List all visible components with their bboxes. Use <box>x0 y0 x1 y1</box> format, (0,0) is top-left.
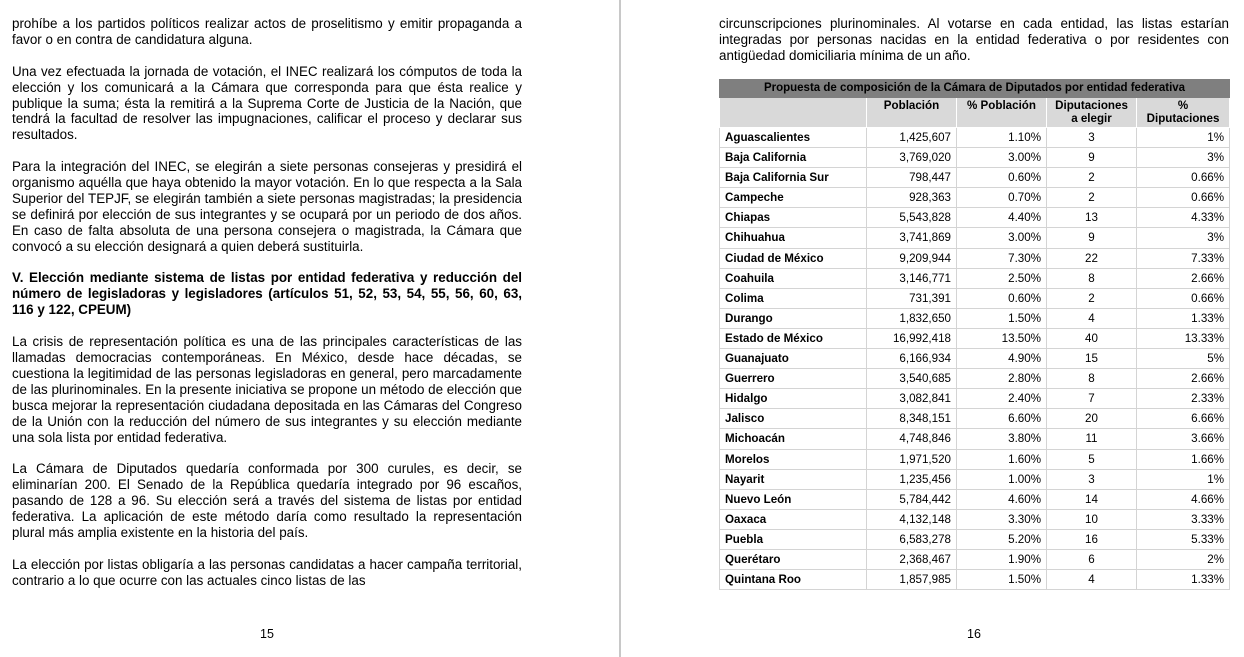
cell-seats: 7 <box>1047 389 1137 409</box>
cell-population-pct: 4.90% <box>957 349 1047 369</box>
cell-seats: 8 <box>1047 369 1137 389</box>
cell-seats-pct: 3.33% <box>1137 509 1230 529</box>
cell-population-pct: 0.70% <box>957 188 1047 208</box>
cell-population: 4,748,846 <box>867 429 957 449</box>
cell-population: 5,784,442 <box>867 489 957 509</box>
body-paragraph: La Cámara de Diputados quedaría conformada por 300 curules, es decir, se eliminarían 200. El Senado de la República quedaría integrado por 96 escaños, pasando de 128 a 96. Su elección será a través del sistema de listas por entidad federativa. La aplicación de este método daría como resultado la representación plural más amplia existente en la historia del país. <box>12 461 522 540</box>
table-row <box>720 449 1230 469</box>
cell-seats: 3 <box>1047 128 1137 148</box>
cell-seats-pct: 5% <box>1137 349 1230 369</box>
table-header-row <box>720 98 1230 128</box>
cell-population: 1,425,607 <box>867 128 957 148</box>
cell-population: 3,769,020 <box>867 148 957 168</box>
header-population: Población <box>867 98 957 128</box>
table-row <box>720 128 1230 148</box>
table-row <box>720 369 1230 389</box>
cell-population-pct: 3.30% <box>957 509 1047 529</box>
cell-population: 1,235,456 <box>867 469 957 489</box>
cell-seats-pct: 3.66% <box>1137 429 1230 449</box>
cell-entity: Coahuila <box>720 268 867 288</box>
cell-entity: Durango <box>720 308 867 328</box>
cell-seats-pct: 4.66% <box>1137 489 1230 509</box>
cell-population-pct: 3.00% <box>957 228 1047 248</box>
table-body <box>720 128 1230 590</box>
header-entity <box>720 98 867 128</box>
table-row <box>720 288 1230 308</box>
cell-population: 798,447 <box>867 168 957 188</box>
cell-population-pct: 1.50% <box>957 570 1047 590</box>
cell-seats-pct: 13.33% <box>1137 328 1230 348</box>
cell-seats-pct: 2% <box>1137 549 1230 569</box>
table-row <box>720 188 1230 208</box>
cell-seats-pct: 2.33% <box>1137 389 1230 409</box>
page-number-left: 15 <box>260 627 274 641</box>
cell-entity: Jalisco <box>720 409 867 429</box>
table-row <box>720 529 1230 549</box>
cell-seats: 16 <box>1047 529 1137 549</box>
table-row <box>720 328 1230 348</box>
cell-entity: Guanajuato <box>720 349 867 369</box>
cell-population: 1,971,520 <box>867 449 957 469</box>
cell-population: 2,368,467 <box>867 549 957 569</box>
cell-seats: 4 <box>1047 570 1137 590</box>
cell-population-pct: 0.60% <box>957 288 1047 308</box>
cell-entity: Nuevo León <box>720 489 867 509</box>
cell-population-pct: 2.50% <box>957 268 1047 288</box>
cell-seats: 8 <box>1047 268 1137 288</box>
cell-population: 5,543,828 <box>867 208 957 228</box>
body-paragraph: La elección por listas obligaría a las personas candidatas a hacer campaña territorial, contrario a lo que ocurre con las actuales cinco listas de las <box>12 556 522 588</box>
cell-seats: 22 <box>1047 248 1137 268</box>
cell-entity: Oaxaca <box>720 509 867 529</box>
cell-seats-pct: 2.66% <box>1137 268 1230 288</box>
cell-entity: Colima <box>720 288 867 308</box>
cell-seats: 2 <box>1047 188 1137 208</box>
header-seats-pct: % Diputaciones <box>1137 98 1230 128</box>
cell-population-pct: 2.40% <box>957 389 1047 409</box>
cell-population-pct: 4.40% <box>957 208 1047 228</box>
cell-population: 3,540,685 <box>867 369 957 389</box>
cell-entity: Guerrero <box>720 369 867 389</box>
cell-seats: 10 <box>1047 509 1137 529</box>
cell-population: 6,166,934 <box>867 349 957 369</box>
cell-population-pct: 1.50% <box>957 308 1047 328</box>
cell-entity: Quintana Roo <box>720 570 867 590</box>
body-paragraph: prohíbe a los partidos políticos realizar actos de proselitismo y emitir propaganda a favor o en contra de candidatura alguna. <box>12 16 522 47</box>
page-number-right: 16 <box>967 627 981 641</box>
right-page <box>621 0 1244 657</box>
table-row <box>720 429 1230 449</box>
cell-entity: Chiapas <box>720 208 867 228</box>
table-row <box>720 268 1230 288</box>
cell-population: 3,741,869 <box>867 228 957 248</box>
cell-population: 3,146,771 <box>867 268 957 288</box>
cell-population: 1,832,650 <box>867 308 957 328</box>
cell-entity: Puebla <box>720 529 867 549</box>
right-page-intro <box>719 16 1229 64</box>
cell-entity: Estado de México <box>720 328 867 348</box>
table-row <box>720 248 1230 268</box>
cell-population: 928,363 <box>867 188 957 208</box>
table-row <box>720 570 1230 590</box>
table-row <box>720 549 1230 569</box>
cell-population: 16,992,418 <box>867 328 957 348</box>
cell-entity: Aguascalientes <box>720 128 867 148</box>
cell-entity: Ciudad de México <box>720 248 867 268</box>
cell-entity: Campeche <box>720 188 867 208</box>
body-paragraph: Una vez efectuada la jornada de votación, el INEC realizará los cómputos de toda la elección y los comunicará a la Cámara que corresponda para que ésta realice y publique la suma; ésta la remitirá a la Suprema Corte de Justicia de la Nación, que tendrá la facultad de resolver las impugnaciones, calificar el proceso y declarar sus resultados. <box>12 63 522 143</box>
cell-population: 731,391 <box>867 288 957 308</box>
cell-population: 8,348,151 <box>867 409 957 429</box>
table-row <box>720 389 1230 409</box>
cell-population-pct: 3.00% <box>957 148 1047 168</box>
cell-seats: 3 <box>1047 469 1137 489</box>
left-page-body <box>12 16 522 604</box>
cell-population-pct: 13.50% <box>957 328 1047 348</box>
cell-seats-pct: 1.66% <box>1137 449 1230 469</box>
cell-seats-pct: 0.66% <box>1137 188 1230 208</box>
table-title-row <box>720 80 1230 98</box>
cell-seats: 2 <box>1047 168 1137 188</box>
cell-entity: Nayarit <box>720 469 867 489</box>
section-heading: V. Elección mediante sistema de listas por entidad federativa y reducción del número de legisladoras y legisladores (artículos 51, 52, 53, 54, 55, 56, 60, 63, 116 y 122, CPEUM) <box>12 270 522 318</box>
intro-paragraph: circunscripciones plurinominales. Al votarse en cada entidad, las listas estarían integradas por personas nacidas en la entidad federativa o por residentes con antigüedad domiciliaria mínima de un año. <box>719 16 1229 63</box>
cell-seats-pct: 1% <box>1137 128 1230 148</box>
table-row <box>720 489 1230 509</box>
cell-population: 6,583,278 <box>867 529 957 549</box>
cell-population-pct: 5.20% <box>957 529 1047 549</box>
cell-entity: Morelos <box>720 449 867 469</box>
cell-population: 9,209,944 <box>867 248 957 268</box>
cell-seats-pct: 1.33% <box>1137 570 1230 590</box>
table-row <box>720 469 1230 489</box>
cell-population-pct: 1.10% <box>957 128 1047 148</box>
table-row <box>720 168 1230 188</box>
cell-seats: 13 <box>1047 208 1137 228</box>
cell-population-pct: 2.80% <box>957 369 1047 389</box>
cell-entity: Hidalgo <box>720 389 867 409</box>
table-row <box>720 148 1230 168</box>
body-paragraph: La crisis de representación política es una de las principales características de las llamadas democracias contemporáneas. En México, desde hace décadas, se cuestiona la legitimidad de las personas legisladoras en general, pero marcadamente de las plurinominales. En la presente iniciativa se propone un método de elección que busca mejorar la representación ciudadana depositada en las Cámaras del Congreso de la Unión con la reducción del número de sus integrantes y su elección mediante una sola lista por entidad federativa. <box>12 334 522 445</box>
cell-population: 3,082,841 <box>867 389 957 409</box>
cell-seats-pct: 2.66% <box>1137 369 1230 389</box>
cell-seats: 5 <box>1047 449 1137 469</box>
cell-entity: Querétaro <box>720 549 867 569</box>
cell-seats: 2 <box>1047 288 1137 308</box>
cell-seats: 15 <box>1047 349 1137 369</box>
body-paragraph: Para la integración del INEC, se elegirán a siete personas consejeras y presidirá el organismo aquélla que haya obtenido la mayor votación. En lo que respecta a la Sala Superior del TEPJF, se elegirán también a siete personas magistradas; la presidencia se definirá por elección de sus integrantes y se ocupará por un periodo de dos años. En caso de falta absoluta de una persona consejera o magistrada, la Cámara que convocó a su elección designará a quien deberá sustituirla. <box>12 159 522 254</box>
table-row <box>720 349 1230 369</box>
cell-seats: 6 <box>1047 549 1137 569</box>
deputies-table <box>719 79 1230 590</box>
cell-seats: 11 <box>1047 429 1137 449</box>
cell-seats-pct: 7.33% <box>1137 248 1230 268</box>
cell-seats-pct: 0.66% <box>1137 168 1230 188</box>
table-title: Propuesta de composición de la Cámara de Diputados por entidad federativa <box>720 80 1230 98</box>
cell-entity: Chihuahua <box>720 228 867 248</box>
cell-seats: 4 <box>1047 308 1137 328</box>
cell-seats-pct: 5.33% <box>1137 529 1230 549</box>
cell-population-pct: 0.60% <box>957 168 1047 188</box>
cell-population-pct: 1.90% <box>957 549 1047 569</box>
cell-population-pct: 1.60% <box>957 449 1047 469</box>
table-row <box>720 409 1230 429</box>
cell-seats: 40 <box>1047 328 1137 348</box>
cell-seats-pct: 0.66% <box>1137 288 1230 308</box>
cell-population-pct: 3.80% <box>957 429 1047 449</box>
table-row <box>720 228 1230 248</box>
header-seats: Diputaciones a elegir <box>1047 98 1137 128</box>
cell-population-pct: 4.60% <box>957 489 1047 509</box>
cell-seats-pct: 1% <box>1137 469 1230 489</box>
cell-population-pct: 1.00% <box>957 469 1047 489</box>
table-row <box>720 509 1230 529</box>
cell-population: 4,132,148 <box>867 509 957 529</box>
cell-seats-pct: 1.33% <box>1137 308 1230 328</box>
cell-entity: Baja California Sur <box>720 168 867 188</box>
header-population-pct: % Población <box>957 98 1047 128</box>
cell-population: 1,857,985 <box>867 570 957 590</box>
table-row <box>720 208 1230 228</box>
cell-seats: 14 <box>1047 489 1137 509</box>
cell-seats-pct: 3% <box>1137 148 1230 168</box>
cell-seats: 9 <box>1047 148 1137 168</box>
table-row <box>720 308 1230 328</box>
cell-entity: Michoacán <box>720 429 867 449</box>
cell-seats-pct: 6.66% <box>1137 409 1230 429</box>
cell-seats-pct: 4.33% <box>1137 208 1230 228</box>
cell-seats: 9 <box>1047 228 1137 248</box>
cell-seats: 20 <box>1047 409 1137 429</box>
left-page <box>0 0 620 657</box>
cell-population-pct: 6.60% <box>957 409 1047 429</box>
cell-population-pct: 7.30% <box>957 248 1047 268</box>
cell-entity: Baja California <box>720 148 867 168</box>
cell-seats-pct: 3% <box>1137 228 1230 248</box>
